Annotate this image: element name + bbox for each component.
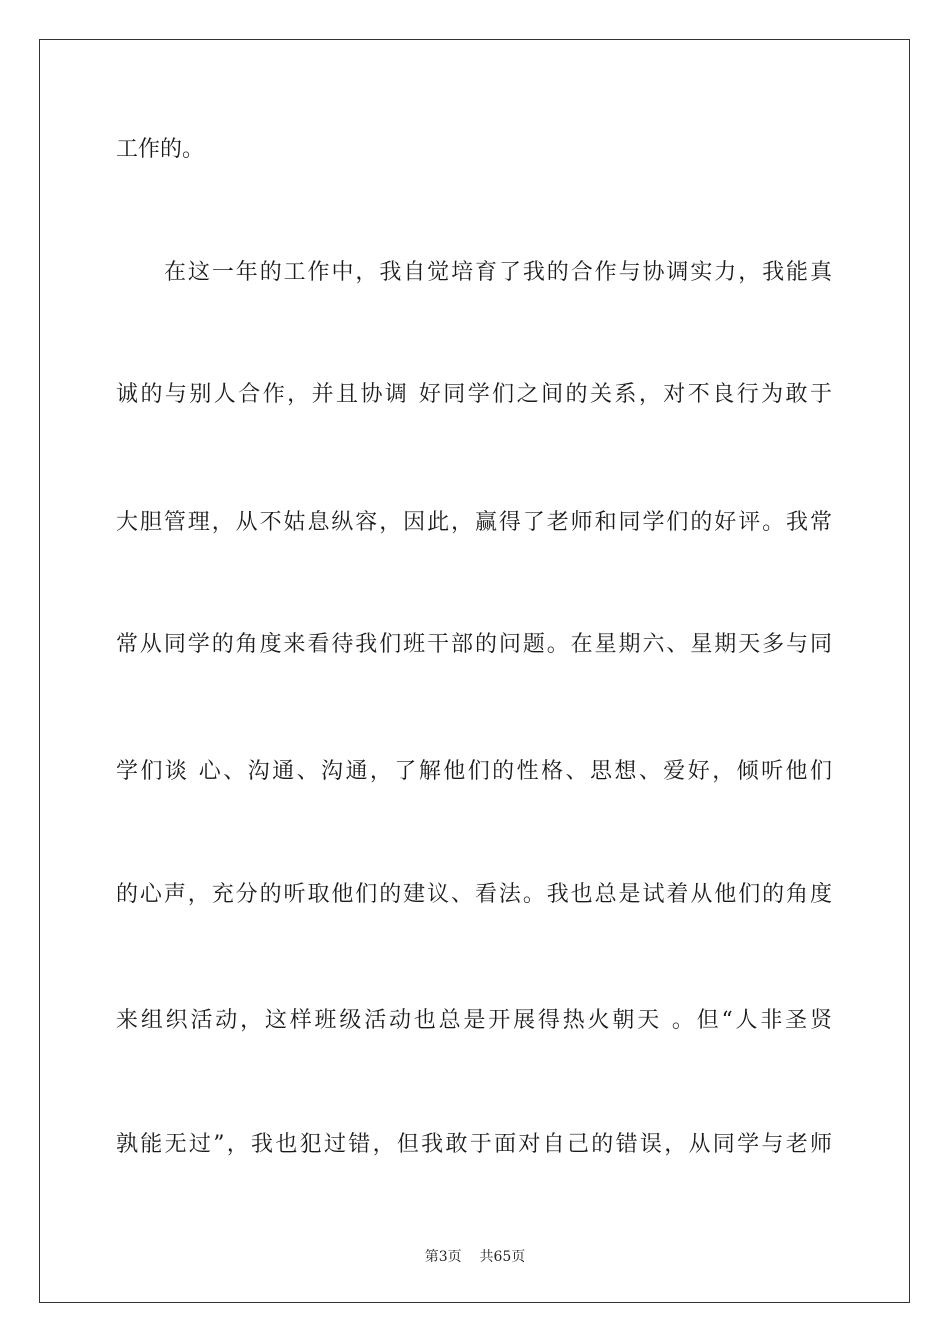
text-line-4: 大胆管理，从不姑息纵容，因此，赢得了老师和同学们的好评。我常: [116, 510, 832, 535]
page-number: 第3页: [424, 1249, 462, 1265]
text-line-3: 诚的与别人合作，并且协调 好同学们之间的关系，对不良行为敢于: [116, 382, 832, 407]
text-line-8: 来组织活动，这样班级活动也总是开展得热火朝天 。但“人非圣贤: [116, 1008, 832, 1033]
text-line-5: 常从同学的角度来看待我们班干部的问题。在星期六、星期天多与同: [116, 632, 832, 657]
page-footer: [0, 1248, 950, 1266]
text-line-6: 学们谈 心、沟通、沟通，了解他们的性格、思想、爱好，倾听他们: [116, 759, 832, 784]
page-border: [39, 39, 910, 1303]
text-line-1: 工作的。: [116, 137, 205, 162]
text-line-2: 在这一年的工作中，我自觉培育了我的合作与协调实力，我能真: [164, 260, 832, 285]
page-total: 共65页: [479, 1249, 526, 1265]
text-line-7: 的心声，充分的听取他们的建议、看法。我也总是试着从他们的角度: [116, 882, 832, 907]
text-line-9: 孰能无过”，我也犯过错，但我敢于面对自己的错误，从同学与老师: [116, 1132, 832, 1157]
